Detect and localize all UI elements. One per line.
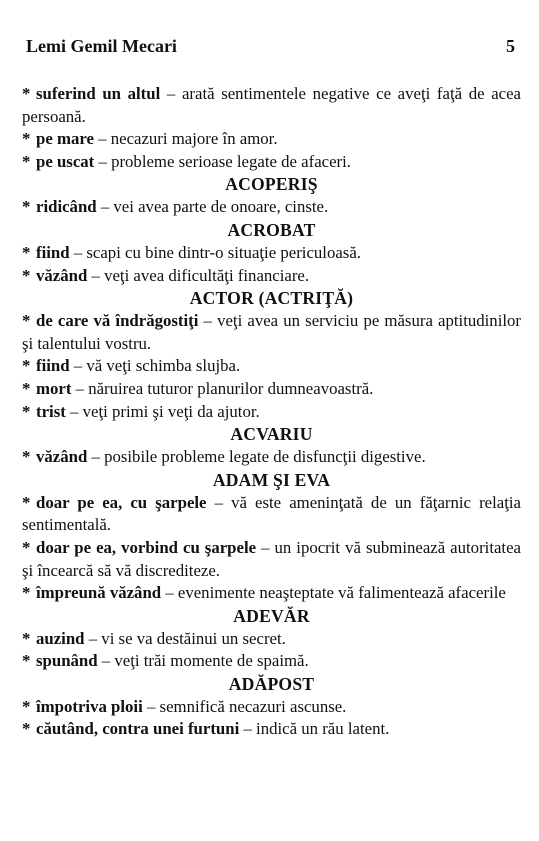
entry-term: doar pe ea, cu şarpele xyxy=(36,492,207,512)
definition-entry xyxy=(22,718,521,741)
entry-definition: – scapi cu bine dintr-o situaţie periculoasă. xyxy=(69,242,361,262)
bullet-icon: * xyxy=(22,719,31,739)
entry-term: fiind xyxy=(36,242,70,262)
definition-entry xyxy=(22,355,521,378)
entry-term: văzând xyxy=(36,447,88,467)
bullet-icon: * xyxy=(22,84,31,103)
entry-heading: ACOPERIŞ xyxy=(225,174,318,195)
bullet-icon: * xyxy=(22,696,31,716)
definition-entry xyxy=(22,582,521,605)
definition-entry xyxy=(22,242,521,265)
entry-definition: – semnifică necazuri ascunse. xyxy=(142,696,347,716)
entry-definition: – veţi primi şi veţi da ajutor. xyxy=(65,401,260,421)
bullet-icon: * xyxy=(22,447,31,467)
definition-entry xyxy=(22,696,521,719)
entry-heading: ADĂPOST xyxy=(228,673,315,694)
entry-definition: – veţi trăi momente de spaimă. xyxy=(97,651,309,671)
entry-term: pe uscat xyxy=(36,151,95,171)
entry-heading: ACROBAT xyxy=(227,219,316,240)
definition-entry xyxy=(22,378,521,401)
entry-term: auzind xyxy=(36,628,85,648)
page-number: 5 xyxy=(506,36,515,56)
bullet-icon: * xyxy=(22,628,31,648)
definition-entry xyxy=(22,310,521,355)
entry-term: căutând, contra unei furtuni xyxy=(36,719,240,739)
entry-definition: – vă este ameninţată de un făţarnic relaţia sentimentală. xyxy=(22,492,521,535)
entry-definition: – vei avea parte de onoare, cinste. xyxy=(96,197,329,217)
entry-definition: – un ipocrit vă subminează autoritatea şi încearcă să vă discrediteze. xyxy=(22,537,521,580)
entry-definition: – probleme serioase legate de afaceri. xyxy=(94,151,351,171)
entry-definition: – năruirea tuturor planurilor dumneavoastră. xyxy=(71,378,374,398)
entry-term: împotriva ploii xyxy=(36,696,143,716)
entry-heading: ADAM ŞI EVA xyxy=(212,469,331,490)
definition-entry xyxy=(22,537,521,582)
definition-entry xyxy=(22,401,521,424)
entry-definition: – necazuri majore în amor. xyxy=(93,129,278,149)
entry-definition: – arată sentimentele negative ce aveţi faţă de acea persoană. xyxy=(22,84,522,126)
bullet-icon: * xyxy=(22,129,31,149)
entry-term: suferind un altul xyxy=(36,84,161,103)
definition-entry xyxy=(22,492,521,537)
bullet-icon: * xyxy=(22,492,31,512)
entry-definition: – evenimente neaşteptate vă falimentează afacerile xyxy=(161,583,506,603)
entry-definition: – posibile probleme legate de disfuncţii digestive. xyxy=(87,447,426,467)
bullet-icon: * xyxy=(22,265,31,285)
author-name: Lemi Gemil Mecari xyxy=(26,36,177,56)
bullet-icon: * xyxy=(22,197,31,217)
bullet-icon: * xyxy=(22,537,31,557)
bullet-icon: * xyxy=(22,378,31,398)
entry-term: trist xyxy=(36,401,66,421)
bullet-icon: * xyxy=(22,242,31,262)
entry-definition: – vă veţi schimba slujba. xyxy=(69,356,241,376)
bullet-icon: * xyxy=(22,651,31,671)
page-header xyxy=(26,36,515,57)
definition-entry xyxy=(22,83,521,128)
bullet-icon: * xyxy=(22,311,31,331)
definition-entry xyxy=(22,196,521,219)
entry-term: doar pe ea, vorbind cu şarpele xyxy=(36,537,257,557)
bullet-icon: * xyxy=(22,151,31,171)
entry-term: văzând xyxy=(36,265,88,285)
bullet-icon: * xyxy=(22,583,31,603)
entry-definition: – indică un rău latent. xyxy=(239,719,390,739)
entry-definition: – veţi avea un serviciu pe măsura aptitudinilor şi talentului vostru. xyxy=(22,311,521,353)
definition-entry xyxy=(22,650,521,673)
dictionary-content xyxy=(22,83,521,741)
entry-term: fiind xyxy=(36,356,70,376)
entry-term: ridicând xyxy=(36,197,97,217)
entry-definition: – veţi avea dificultăţi financiare. xyxy=(87,265,310,285)
definition-entry xyxy=(22,628,521,651)
definition-entry xyxy=(22,265,521,288)
bullet-icon: * xyxy=(22,356,31,376)
entry-term: spunând xyxy=(36,651,98,671)
entry-heading: ACTOR (ACTRIŢĂ) xyxy=(189,288,354,309)
definition-entry xyxy=(22,446,521,469)
entry-term: de care vă îndrăgostiţi xyxy=(36,311,199,331)
entry-term: mort xyxy=(36,378,72,398)
definition-entry xyxy=(22,151,521,174)
entry-term: împreună văzând xyxy=(36,583,162,603)
entry-term: pe mare xyxy=(36,129,94,149)
entry-heading: ADEVĂR xyxy=(233,605,310,626)
entry-heading: ACVARIU xyxy=(230,424,313,445)
entry-definition: – vi se va destăinui un secret. xyxy=(84,628,286,648)
bullet-icon: * xyxy=(22,401,31,421)
definition-entry xyxy=(22,128,521,151)
